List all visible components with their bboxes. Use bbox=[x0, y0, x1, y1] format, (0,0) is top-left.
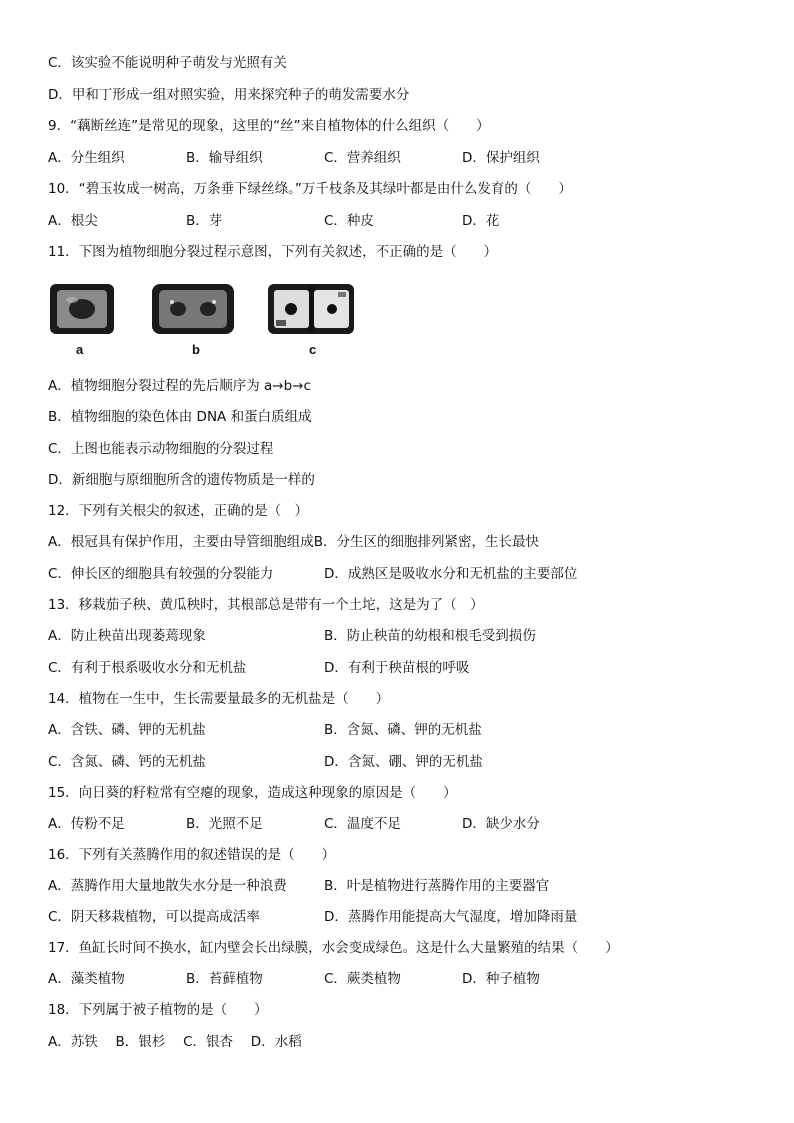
q11-option-d: D．新细胞与原细胞所含的遗传物质是一样的 bbox=[48, 472, 315, 488]
q14-option-b: B．含氮、磷、钾的无机盐 bbox=[324, 722, 482, 738]
q11-option-c: C．上图也能表示动物细胞的分裂过程 bbox=[48, 441, 274, 457]
label-c: c bbox=[309, 342, 317, 357]
q8-option-d: D．甲和丁形成一组对照实验，用来探究种子的萌发需要水分 bbox=[48, 87, 410, 103]
q14-option-d: D．含氮、硼、钾的无机盐 bbox=[324, 754, 483, 770]
cell-division-figure bbox=[48, 280, 378, 360]
q13-option-a: A．防止秧苗出现萎蔫现象 bbox=[48, 628, 206, 644]
q15-option-c: C．温度不足 bbox=[324, 816, 401, 832]
q10-option-c: C．种皮 bbox=[324, 213, 374, 229]
q15-option-d: D．缺少水分 bbox=[462, 816, 540, 832]
q12-option-c: C．伸长区的细胞具有较强的分裂能力 bbox=[48, 566, 274, 582]
cell-c bbox=[268, 284, 354, 334]
q9-option-b: B．输导组织 bbox=[186, 150, 263, 166]
q10-option-d: D．花 bbox=[462, 213, 500, 229]
cell-b bbox=[152, 284, 234, 334]
q9-option-d: D．保护组织 bbox=[462, 150, 540, 166]
q10-option-a: A．根尖 bbox=[48, 213, 98, 229]
q16-option-a: A．蒸腾作用大量地散失水分是一种浪费 bbox=[48, 878, 287, 894]
q17-stem: 17．鱼缸长时间不换水，缸内壁会长出绿膜，水会变成绿色。这是什么大量繁殖的结果（ ） bbox=[48, 940, 619, 956]
q13-option-c: C．有利于根系吸收水分和无机盐 bbox=[48, 660, 247, 676]
q9-stem: 9．“藕断丝连”是常见的现象，这里的“丝”来自植物体的什么组织（ ） bbox=[48, 118, 490, 134]
q14-stem: 14．植物在一生中，生长需要量最多的无机盐是（ ） bbox=[48, 691, 390, 707]
q16-option-b: B．叶是植物进行蒸腾作用的主要器官 bbox=[324, 878, 550, 894]
q15-stem: 15．向日葵的籽粒常有空瘪的现象，造成这种现象的原因是（ ） bbox=[48, 785, 457, 801]
q18-stem: 18．下列属于被子植物的是（ ） bbox=[48, 1002, 268, 1018]
q9-option-a: A．分生组织 bbox=[48, 150, 125, 166]
label-b: b bbox=[192, 342, 200, 357]
q16-option-d: D．蒸腾作用能提高大气湿度，增加降雨量 bbox=[324, 909, 578, 925]
q12-option-ab: A．根冠具有保护作用，主要由导管细胞组成B．分生区的细胞排列紧密，生长最快 bbox=[48, 534, 539, 550]
cell-division-illustration bbox=[48, 280, 378, 340]
q17-option-c: C．蕨类植物 bbox=[324, 971, 401, 987]
q11-option-a: A．植物细胞分裂过程的先后顺序为 a→b→c bbox=[48, 378, 311, 394]
q13-stem: 13．移栽茄子秧、黄瓜秧时，其根部总是带有一个土坨，这是为了（ ） bbox=[48, 597, 484, 613]
q17-option-a: A．藻类植物 bbox=[48, 971, 125, 987]
q9-option-c: C．营养组织 bbox=[324, 150, 401, 166]
q8-option-c: C．该实验不能说明种子萌发与光照有关 bbox=[48, 55, 287, 71]
q11-stem: 11．下图为植物细胞分裂过程示意图，下列有关叙述，不正确的是（ ） bbox=[48, 244, 498, 260]
q18-options: A．苏铁 B．银杉 C．银杏 D．水稻 bbox=[48, 1034, 302, 1050]
q14-option-a: A．含铁、磷、钾的无机盐 bbox=[48, 722, 206, 738]
q17-option-d: D．种子植物 bbox=[462, 971, 540, 987]
q12-option-d: D．成熟区是吸收水分和无机盐的主要部位 bbox=[324, 566, 578, 582]
q10-option-b: B．芽 bbox=[186, 213, 223, 229]
q12-stem: 12．下列有关根尖的叙述，正确的是（ ） bbox=[48, 503, 309, 519]
q13-option-b: B．防止秧苗的幼根和根毛受到损伤 bbox=[324, 628, 536, 644]
q17-option-b: B．苔藓植物 bbox=[186, 971, 263, 987]
q15-option-a: A．传粉不足 bbox=[48, 816, 125, 832]
q11-option-b: B．植物细胞的染色体由 DNA 和蛋白质组成 bbox=[48, 409, 312, 425]
q10-stem: 10．“碧玉妆成一树高，万条垂下绿丝绦。”万千枝条及其绿叶都是由什么发育的（ ） bbox=[48, 181, 572, 197]
q16-stem: 16．下列有关蒸腾作用的叙述错误的是（ ） bbox=[48, 847, 336, 863]
q14-option-c: C．含氮、磷、钙的无机盐 bbox=[48, 754, 206, 770]
q16-option-c: C．阴天移栽植物，可以提高成活率 bbox=[48, 909, 260, 925]
q13-option-d: D．有利于秧苗根的呼吸 bbox=[324, 660, 470, 676]
q15-option-b: B．光照不足 bbox=[186, 816, 263, 832]
cell-a bbox=[50, 284, 114, 334]
label-a: a bbox=[76, 342, 84, 357]
